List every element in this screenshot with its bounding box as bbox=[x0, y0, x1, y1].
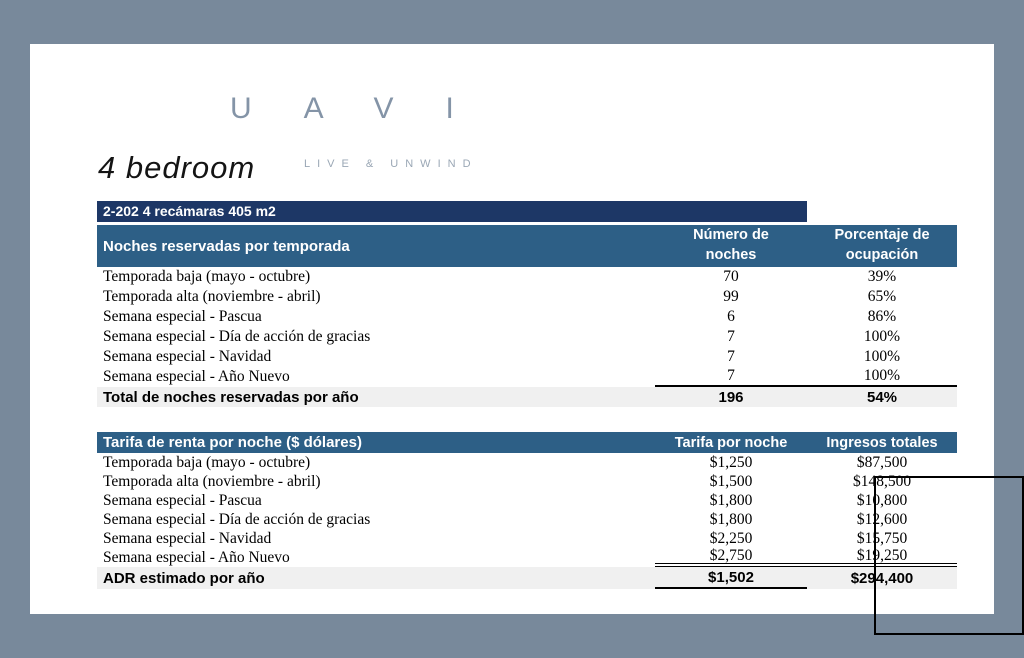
table-row bbox=[97, 529, 957, 548]
row-income: $148,500 bbox=[852, 472, 912, 490]
row-income: $10,800 bbox=[856, 491, 908, 509]
row-label: Semana especial - Navidad bbox=[103, 348, 272, 365]
row-income: $19,250 bbox=[856, 546, 908, 564]
row-label: Semana especial - Navidad bbox=[103, 529, 272, 547]
table-row bbox=[97, 327, 957, 347]
unit-banner: 2-202 4 recámaras 405 m2 bbox=[97, 201, 807, 222]
row-income: $15,750 bbox=[856, 529, 908, 547]
row-label: Semana especial - Día de acción de gracias bbox=[103, 328, 371, 345]
row-occupancy: 65% bbox=[867, 288, 897, 305]
row-label: Temporada alta (noviembre - abril) bbox=[103, 472, 321, 490]
row-nights: 7 bbox=[727, 348, 735, 365]
row-rate: $1,800 bbox=[709, 491, 753, 509]
total-nights: 196 bbox=[718, 388, 744, 406]
row-label: Semana especial - Año Nuevo bbox=[103, 548, 290, 566]
table-row bbox=[97, 453, 957, 472]
row-nights: 7 bbox=[727, 328, 735, 345]
occupancy-table bbox=[97, 225, 957, 407]
occupancy-total-row bbox=[97, 387, 957, 407]
total-rate: $1,502 bbox=[655, 567, 807, 589]
row-label: Temporada baja (mayo - octubre) bbox=[103, 453, 311, 471]
row-income: $87,500 bbox=[856, 453, 908, 471]
table-row bbox=[97, 548, 957, 567]
table-row bbox=[97, 347, 957, 367]
row-label: Semana especial - Año Nuevo bbox=[103, 368, 290, 385]
total-label: Total de noches reservadas por año bbox=[103, 388, 359, 406]
report-page bbox=[30, 44, 994, 614]
occupancy-header-nights: Número de noches bbox=[693, 227, 769, 263]
table-row bbox=[97, 510, 957, 529]
brand-logo: UAVI bbox=[230, 92, 506, 125]
row-occupancy: 39% bbox=[867, 268, 897, 285]
row-rate: $2,250 bbox=[709, 529, 753, 547]
row-rate: $2,750 bbox=[709, 546, 753, 564]
adr-total-row bbox=[97, 567, 957, 589]
row-label: Semana especial - Pascua bbox=[103, 491, 262, 509]
occupancy-header-percent: Porcentaje de ocupación bbox=[834, 227, 930, 263]
row-label: Semana especial - Día de acción de gracias bbox=[103, 510, 371, 528]
row-label: Temporada alta (noviembre - abril) bbox=[103, 288, 321, 305]
row-nights: 6 bbox=[727, 308, 735, 325]
row-rate: $1,250 bbox=[709, 453, 753, 471]
table-row bbox=[97, 267, 957, 287]
row-occupancy: 100% bbox=[863, 328, 901, 345]
row-rate: $1,500 bbox=[709, 472, 753, 490]
page-title: 4 bedroom bbox=[98, 150, 256, 185]
row-occupancy: 100% bbox=[863, 367, 901, 384]
row-nights: 99 bbox=[723, 288, 739, 305]
total-occupancy: 54% bbox=[866, 388, 898, 406]
table-row bbox=[97, 472, 957, 491]
brand-tagline: LIVE & UNWIND bbox=[304, 158, 478, 170]
row-income: $12,600 bbox=[856, 510, 908, 528]
occupancy-table-header bbox=[97, 225, 957, 267]
row-occupancy: 100% bbox=[863, 348, 901, 365]
table-row bbox=[97, 307, 957, 327]
occupancy-header-label: Noches reservadas por temporada bbox=[103, 237, 350, 255]
rates-header-income: Ingresos totales bbox=[826, 434, 938, 451]
row-occupancy: 86% bbox=[867, 308, 897, 325]
table-row bbox=[97, 367, 957, 387]
table-row bbox=[97, 287, 957, 307]
row-label: Temporada baja (mayo - octubre) bbox=[103, 268, 311, 285]
row-rate: $1,800 bbox=[709, 510, 753, 528]
row-label: Semana especial - Pascua bbox=[103, 308, 262, 325]
rates-table-header bbox=[97, 432, 957, 453]
total-label: ADR estimado por año bbox=[103, 569, 265, 587]
row-nights: 7 bbox=[727, 367, 735, 384]
rates-header-rate: Tarifa por noche bbox=[674, 434, 788, 451]
rates-header-label: Tarifa de renta por noche ($ dólares) bbox=[103, 434, 362, 451]
table-row bbox=[97, 491, 957, 510]
total-income: $294,400 bbox=[850, 569, 914, 587]
row-nights: 70 bbox=[723, 268, 739, 285]
rates-table bbox=[97, 432, 957, 589]
